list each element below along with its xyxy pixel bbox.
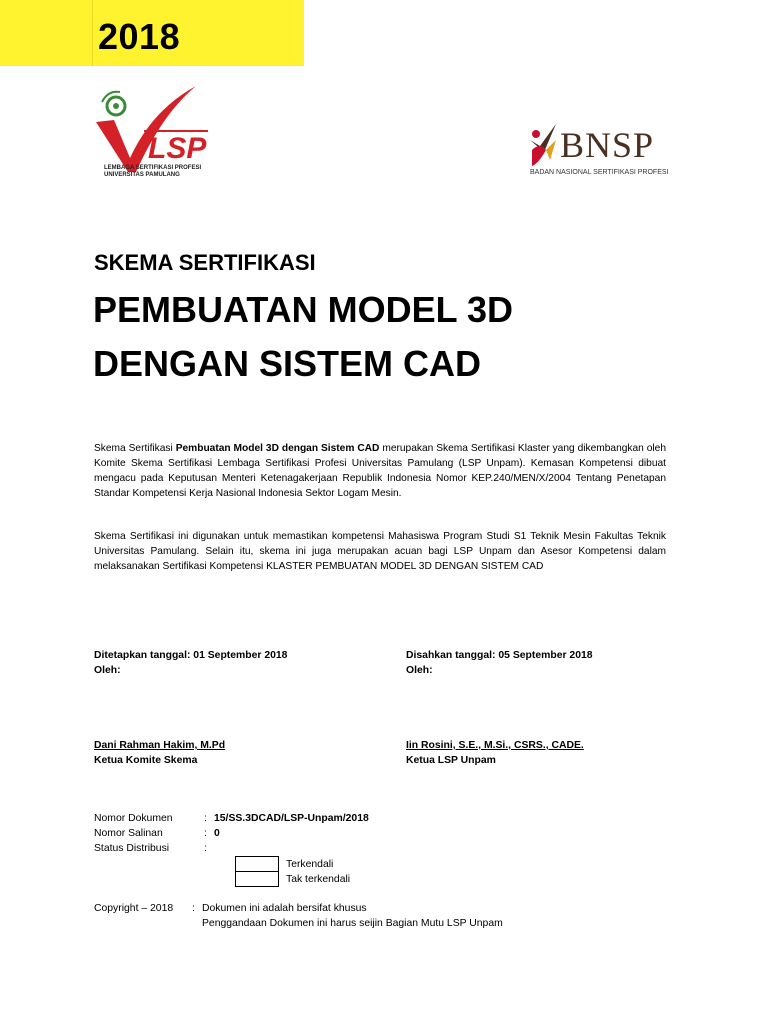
meta-row-copy-number	[94, 826, 369, 841]
copyright-text-line2: Penggandaan Dokumen ini harus seijin Bagian Mutu LSP Unpam	[202, 918, 503, 929]
lsp-caption-line: UNIVERSITAS PAMULANG	[104, 172, 180, 178]
signatory-right	[406, 738, 584, 768]
intro-scheme-name: Pembuatan Model 3D dengan Sistem CAD	[175, 443, 380, 454]
document-number: 15/SS.3DCAD/LSP-Unpam/2018	[214, 813, 369, 824]
approval-by: Oleh:	[406, 665, 433, 676]
intro-text-post: merupakan Skema Sertifikasi Klaster yang dikembangkan oleh Komite Skema Sertifikasi Lembaga Sertifikasi Profesi Universitas Pamulang (LSP Unpam). Kemasan Kompetensi dibuat mengacu pada Keputusan Menteri Ketenagakerjaan Republik Indonesia Nomor KEP.240/MEN/X/2004 Tentang Penetapan Standar Kompetensi Kerja Nasional Indonesia Sektor Logam Mesin.	[94, 443, 667, 499]
copy-number: 0	[214, 828, 220, 839]
meta-value	[214, 826, 220, 841]
meta-colon: :	[204, 828, 207, 839]
bnsp-emblem-icon	[526, 120, 562, 170]
copyright-notice	[94, 901, 503, 931]
checkbox-controlled[interactable]	[235, 856, 279, 872]
meta-row-distribution-status	[94, 841, 369, 856]
copyright-colon: :	[192, 903, 195, 914]
option-label: Tak terkendali	[286, 873, 351, 885]
title-line: PEMBUATAN MODEL 3D	[93, 289, 514, 330]
intro-text-pre: Skema Sertifikasi	[94, 443, 176, 454]
meta-key: Status Distribusi	[94, 843, 170, 854]
bnsp-caption: BADAN NASIONAL SERTIFIKASI PROFESI	[530, 169, 669, 176]
checkbox-uncontrolled[interactable]	[235, 871, 279, 887]
meta-row-document-number	[94, 811, 369, 826]
bnsp-wordmark: BNSP	[560, 125, 655, 165]
purpose-paragraph: Skema Sertifikasi ini digunakan untuk memastikan kompetensi Mahasiswa Program Studi S1 Teknik Mesin Fakultas Teknik Universitas Pamulang. Selain itu, skema ini juga merupakan acuan bagi LSP Unpam dan Asesor Kompetensi dalam melaksanakan Sertifikasi Kompetensi KLASTER PEMBUATAN MODEL 3D DENGAN SISTEM CAD	[94, 531, 666, 572]
approval-left	[94, 648, 287, 678]
copyright-text: Dokumen ini adalah bersifat khusus	[202, 903, 367, 914]
scheme-label: SKEMA SERTIFIKASI	[94, 250, 316, 275]
signatory-name: Iin Rosini, S.E., M.Si., CSRS., CADE.	[406, 740, 584, 751]
distribution-option-controlled	[235, 856, 333, 872]
signatory-role: Ketua LSP Unpam	[406, 755, 496, 766]
meta-colon: :	[204, 843, 207, 854]
approval-date: Ditetapkan tanggal: 01 September 2018	[94, 650, 288, 661]
approval-by: Oleh:	[94, 665, 121, 676]
meta-value	[214, 811, 369, 826]
approval-right	[406, 648, 593, 678]
intro-paragraph	[94, 441, 666, 501]
signatory-left	[94, 738, 225, 768]
approval-date: Disahkan tanggal: 05 September 2018	[406, 650, 593, 661]
distribution-option-uncontrolled	[235, 871, 350, 887]
title-line: DENGAN SISTEM CAD	[93, 343, 482, 384]
document-title	[93, 283, 653, 391]
meta-key: Nomor Dokumen	[94, 813, 173, 824]
signatory-role: Ketua Komite Skema	[94, 755, 198, 766]
option-label: Terkendali	[286, 858, 334, 870]
copyright-label: Copyright – 2018	[94, 903, 174, 914]
banner-divider	[92, 0, 93, 66]
meta-colon: :	[204, 813, 207, 824]
year-banner	[0, 0, 304, 66]
copyright-line	[94, 901, 503, 916]
signatory-name: Dani Rahman Hakim, M.Pd	[94, 740, 226, 751]
lsp-caption-line: LEMBAGA SERTIFIKASI PROFESI	[104, 165, 202, 171]
year-label: 2018	[98, 16, 181, 57]
svg-text:LSP: LSP	[148, 132, 207, 165]
lsp-caption	[104, 165, 201, 179]
meta-key: Nomor Salinan	[94, 828, 163, 839]
document-metadata	[94, 811, 369, 856]
